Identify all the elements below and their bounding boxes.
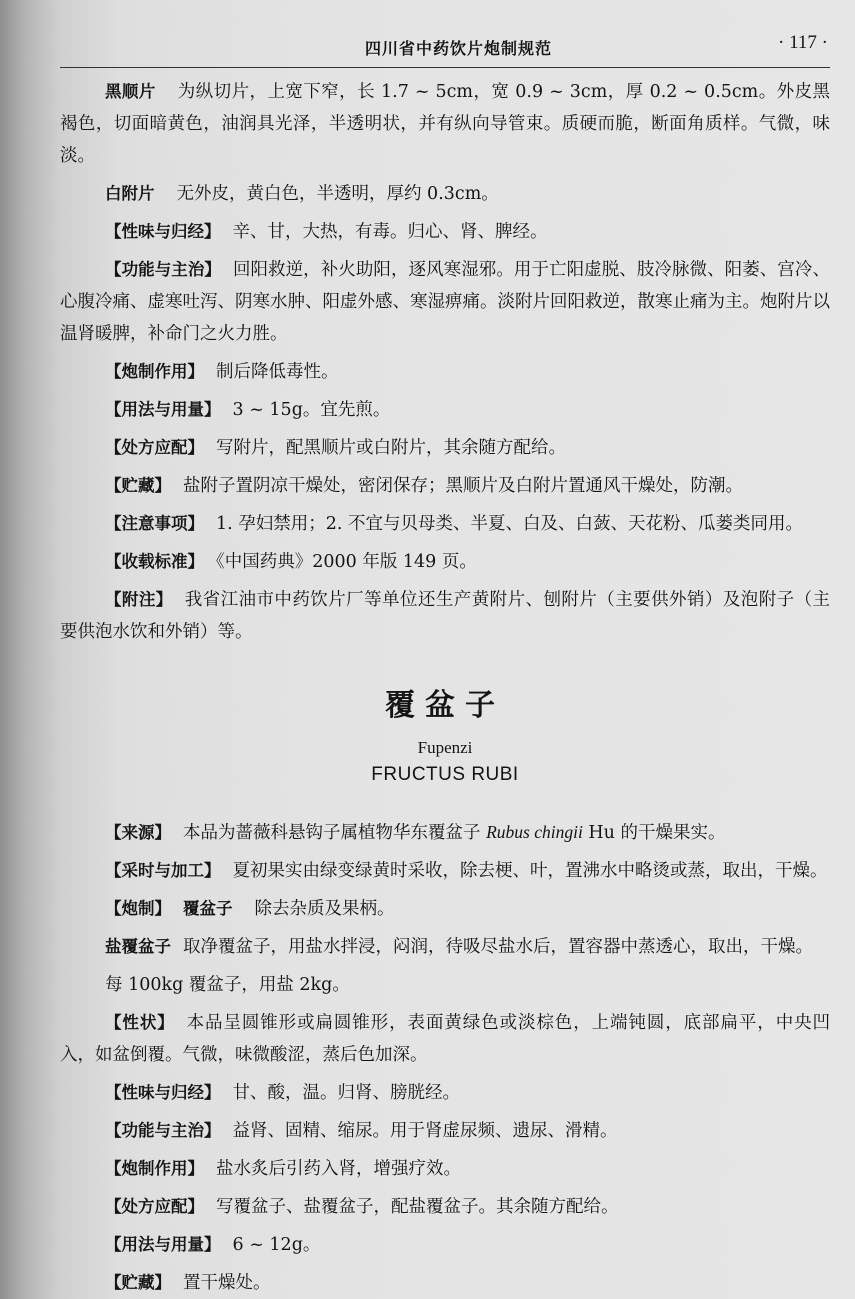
entry-text: 盐附子置阴凉干燥处，密闭保存；黑顺片及白附片置通风干燥处，防潮。 — [183, 476, 743, 496]
m-yongfa-entry — [60, 1229, 830, 1261]
entry-text: 无外皮，黄白色，半透明，厚约 0.3cm。 — [176, 184, 499, 204]
heishunpian-entry — [60, 76, 830, 172]
m-zuoyong-entry — [60, 1153, 830, 1185]
zuoyong-entry — [60, 356, 830, 388]
entry-label: 【炮制】 — [105, 899, 171, 918]
chufang-entry — [60, 432, 830, 464]
entry-label: 【用法与用量】 — [105, 1235, 221, 1254]
entry-text: 置干燥处。 — [183, 1273, 271, 1293]
fuzhu-entry — [60, 584, 830, 648]
entry-text-after: Hu 的干燥果实。 — [588, 823, 726, 843]
entry-text: 夏初果实由绿变绿黄时采收，除去梗、叶，置沸水中略烫或蒸，取出，干燥。 — [232, 861, 828, 881]
laiyuan-entry — [60, 816, 830, 849]
entry-label: 【性味与归经】 — [105, 222, 221, 241]
page-content — [60, 76, 830, 1299]
entry-label: 白附片 — [105, 184, 155, 203]
monograph-pinyin: Fupenzi — [417, 738, 473, 757]
species-name: Rubus chingii — [486, 822, 583, 842]
entry-label: 【性味与归经】 — [105, 1083, 221, 1102]
entry-text: 1. 孕妇禁用；2. 不宜与贝母类、半夏、白及、白蔹、天花粉、瓜蒌类同用。 — [216, 514, 804, 534]
m-chufang-entry — [60, 1191, 830, 1223]
entry-text: 写附片，配黑顺片或白附片，其余随方配给。 — [216, 438, 566, 458]
entry-label: 【采时与加工】 — [105, 861, 221, 880]
zhuyi-entry — [60, 508, 830, 540]
entry-text: 本品为蔷薇科悬钩子属植物华东覆盆子 — [183, 823, 481, 843]
m-gongneng-entry — [60, 1115, 830, 1147]
entry-text: 回阳救逆，补火助阳，逐风寒湿邪。用于亡阳虚脱、肢冷脉微、阳萎、宫冷、心腹冷痛、虚寒吐泻、阴寒水肿、阳虚外感、寒湿痹痛。淡附片回阳救逆，散寒止痛为主。炮附片以温肾暖脾，补命门之火力胜。 — [60, 260, 830, 344]
entry-label: 【注意事项】 — [105, 514, 204, 533]
entry-label: 【炮制作用】 — [105, 362, 204, 381]
entry-label: 【处方应配】 — [105, 1197, 204, 1216]
entry-text: 写覆盆子、盐覆盆子，配盐覆盆子。其余随方配给。 — [216, 1197, 619, 1217]
entry-label: 【贮藏】 — [105, 1273, 171, 1292]
baifupian-entry — [60, 178, 830, 210]
entry-text: 制后降低毒性。 — [216, 362, 339, 382]
entry-label: 【来源】 — [105, 823, 171, 842]
monograph-title-block — [60, 680, 830, 786]
yongyan-entry — [60, 969, 830, 1001]
entry-text: 每 100kg 覆盆子，用盐 2kg。 — [105, 975, 350, 995]
entry-text: 本品呈圆锥形或扁圆锥形，表面黄绿色或淡棕色，上端钝圆，底部扁平，中央凹入，如盆倒覆。气微，味微酸涩，蒸后色加深。 — [60, 1013, 831, 1065]
entry-label: 黑顺片 — [105, 82, 156, 101]
xingzhuang-entry — [60, 1007, 830, 1071]
entry-text: 益肾、固精、缩尿。用于肾虚尿频、遗尿、滑精。 — [232, 1121, 618, 1141]
entry-label: 【处方应配】 — [105, 438, 204, 457]
yongfa-entry — [60, 394, 830, 426]
yanfupenzi-entry — [60, 931, 830, 963]
entry-text: 我省江油市中药饮片厂等单位还生产黄附片、刨附片（主要供外销）及泡附子（主要供泡水饮和外销）等。 — [60, 590, 831, 642]
entry-label: 【收载标准】 — [105, 552, 204, 571]
zhucang-entry — [60, 470, 830, 502]
caishi-entry — [60, 855, 830, 887]
shouzai-entry — [60, 546, 830, 578]
entry-text: 甘、酸，温。归肾、膀胱经。 — [232, 1083, 460, 1103]
entry-text: 3 ~ 15g。宜先煎。 — [232, 400, 391, 420]
entry-label: 盐覆盆子 — [105, 937, 171, 956]
monograph-latin: FRUCTUS RUBI — [371, 764, 519, 785]
entry-label: 【功能与主治】 — [105, 260, 221, 279]
entry-text: 《中国药典》2000 年版 149 页。 — [216, 552, 477, 572]
entry-label: 【性状】 — [105, 1013, 175, 1032]
entry-label: 【附注】 — [105, 590, 173, 609]
entry-text: 盐水炙后引药入肾，增强疗效。 — [216, 1159, 461, 1179]
entry-label: 【炮制作用】 — [105, 1159, 204, 1178]
page-number: · 117 · — [778, 32, 828, 53]
book-title: 四川省中药饮片炮制规范 — [365, 39, 553, 58]
entry-text: 除去杂质及果柄。 — [254, 899, 395, 919]
monograph-title: 覆盆子 — [385, 688, 505, 723]
entry-label: 【用法与用量】 — [105, 400, 221, 419]
entry-label: 【贮藏】 — [105, 476, 171, 495]
xingwei-entry — [60, 216, 830, 248]
running-header — [60, 30, 840, 70]
entry-text: 6 ~ 12g。 — [232, 1235, 321, 1255]
entry-text: 辛、甘，大热，有毒。归心、肾、脾经。 — [232, 222, 548, 242]
header-rule — [60, 67, 830, 68]
paozhi-entry — [60, 893, 830, 925]
gongneng-entry — [60, 254, 830, 350]
m-zhucang-entry — [60, 1267, 830, 1299]
entry-label: 【功能与主治】 — [105, 1121, 221, 1140]
entry-sublabel: 覆盆子 — [183, 899, 233, 918]
entry-text: 为纵切片，上宽下窄，长 1.7 ~ 5cm，宽 0.9 ~ 3cm，厚 0.2 ~ 0.5cm。外皮黑褐色，切面暗黄色，油润具光泽，半透明状，并有纵向导管束。质硬而脆，断面角质样。气微，味淡。 — [60, 82, 830, 166]
entry-text: 取净覆盆子，用盐水拌浸，闷润，待吸尽盐水后，置容器中蒸透心，取出，干燥。 — [183, 937, 813, 957]
m-xingwei-entry — [60, 1077, 830, 1109]
